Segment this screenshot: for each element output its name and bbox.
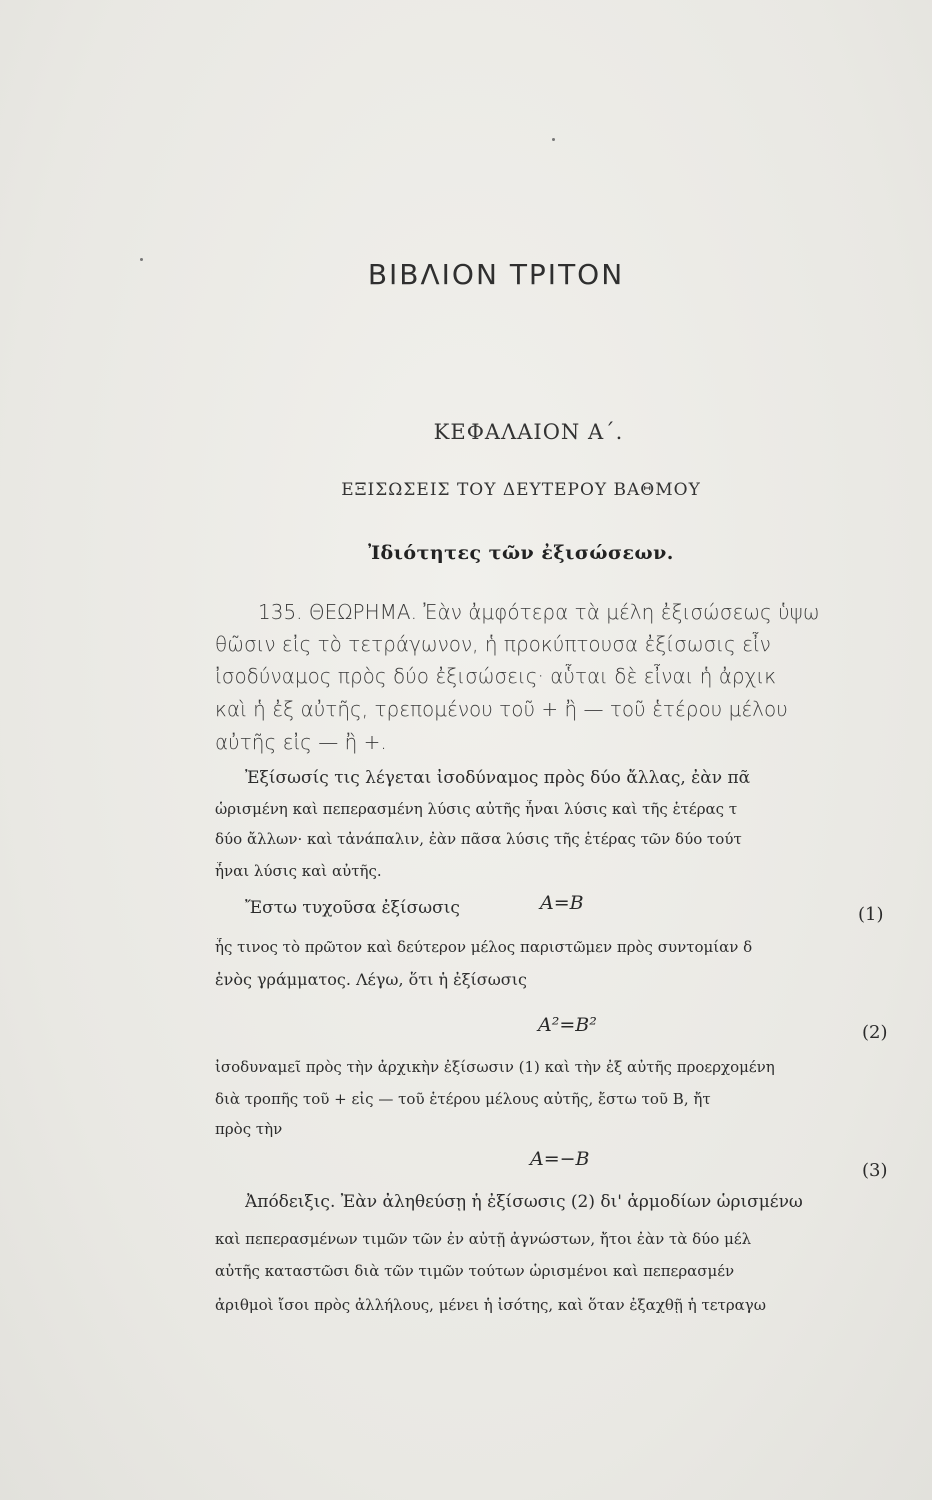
body-line: ἧς τινος τὸ πρῶτον καὶ δεύτερον μέλος παριστῶμεν πρὸς συντομίαν δ (215, 938, 753, 956)
body-line: πρὸς τὴν (215, 1120, 283, 1138)
equation-2-number: (2) (862, 1022, 888, 1043)
section-heading: Ἰδιότητες τῶν ἐξισώσεων. (368, 542, 674, 564)
chapter-title: ΚΕΦΑΛΑΙΟΝ Α΄. (433, 420, 624, 444)
theorem-line: θῶσιν εἰς τὸ τετράγωνον, ἡ προκύπτουσα ἐξίσωσις εἶν (215, 632, 771, 656)
definition-line: δύο ἄλλων· καὶ τἀνάπαλιν, ἐὰν πᾶσα λύσις τῆς ἑτέρας τῶν δύο τούτ (215, 830, 742, 848)
proof-line: καὶ πεπερασμένων τιμῶν τῶν ἐν αὐτῇ ἀγνώστων, ἤτοι ἐὰν τὰ δύο μέλ (215, 1230, 752, 1248)
definition-line: Ἐξίσωσίς τις λέγεται ἰσοδύναμος πρὸς δύο ἄλλας, ἐὰν πᾶ (245, 768, 751, 788)
proof-line: Ἀπόδειξις. Ἐὰν ἀληθεύσῃ ἡ ἐξίσωσις (2) δι' ἁρμοδίων ὡρισμένω (245, 1192, 803, 1212)
chapter-subtitle: ΕΞΙΣΩΣΕΙΣ ΤΟΥ ΔΕΥΤΕΡΟΥ ΒΑΘΜΟΥ (341, 480, 701, 500)
body-line: διὰ τροπῆς τοῦ + εἰς — τοῦ ἑτέρου μέλους αὐτῆς, ἔστω τοῦ B, ἤτ (215, 1090, 711, 1108)
equation-3: A=−B (530, 1148, 590, 1170)
definition-line: ὡρισμένη καὶ πεπερασμένη λύσις αὐτῆς ἦναι λύσις καὶ τῆς ἑτέρας τ (215, 800, 738, 818)
theorem-line: 135. ΘΕΩΡΗΜΑ. Ἐὰν ἀμφότερα τὰ μέλη ἐξισώσεως ὑψω (258, 600, 820, 624)
theorem-line: καὶ ἡ ἐξ αὐτῆς, τρεπομένου τοῦ + ἢ — τοῦ ἑτέρου μέλου (215, 697, 788, 721)
equation-1-number: (1) (858, 904, 884, 925)
speck (552, 138, 555, 141)
equation-1: A=B (540, 892, 584, 914)
book-title: ΒΙΒΛΙΟΝ ΤΡΙΤΟΝ (367, 258, 625, 291)
theorem-line: αὐτῆς εἰς — ἢ +. (215, 730, 387, 754)
equation-3-number: (3) (862, 1160, 888, 1181)
proof-line: αὐτῆς καταστῶσι διὰ τῶν τιμῶν τούτων ὡρισμένοι καὶ πεπερασμέν (215, 1262, 735, 1280)
eq1-intro: Ἔστω τυχοῦσα ἐξίσωσις (245, 898, 460, 918)
body-line: ἰσοδυναμεῖ πρὸς τὴν ἀρχικὴν ἐξίσωσιν (1) καὶ τὴν ἐξ αὐτῆς προερχομένη (215, 1058, 775, 1076)
equation-2: A²=B² (538, 1014, 597, 1036)
proof-line: ἀριθμοὶ ἴσοι πρὸς ἀλλήλους, μένει ἡ ἰσότης, καὶ ὅταν ἐξαχθῇ ἡ τετραγω (215, 1296, 766, 1314)
definition-line: ἦναι λύσις καὶ αὐτῆς. (215, 862, 382, 880)
body-line: ἑνὸς γράμματος. Λέγω, ὅτι ἡ ἐξίσωσις (215, 970, 527, 989)
theorem-line: ἰσοδύναμος πρὸς δύο ἐξισώσεις· αὗται δὲ εἶναι ἡ ἀρχικ (215, 664, 777, 688)
